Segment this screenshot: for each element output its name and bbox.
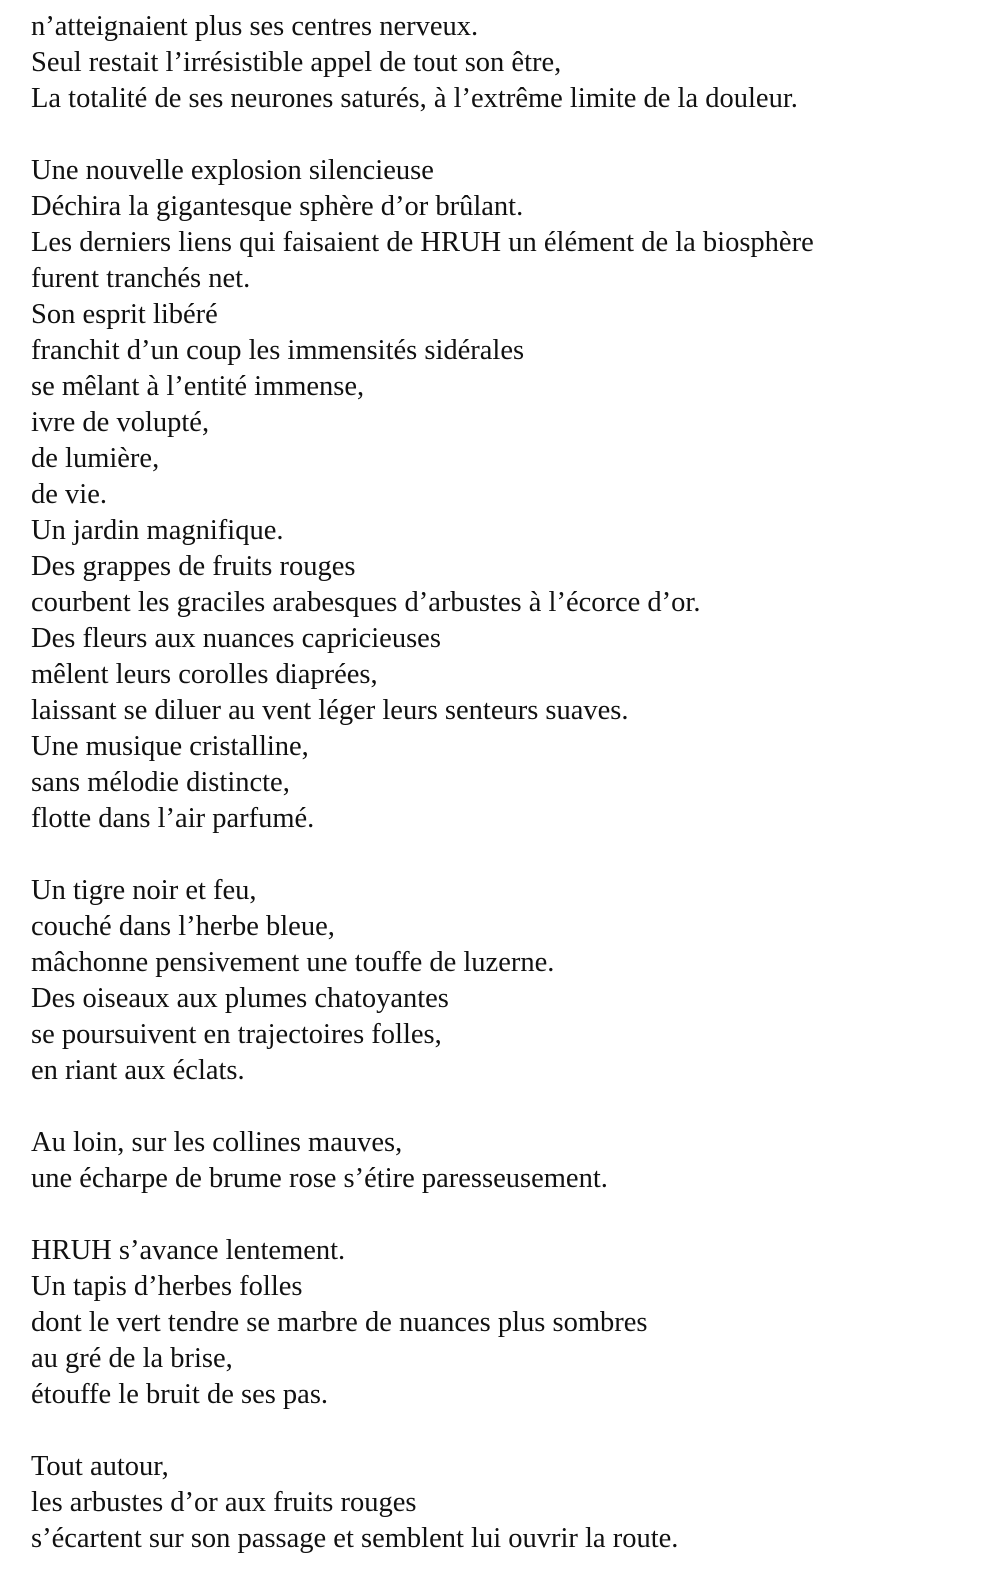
text-line: Un tigre noir et feu, <box>31 875 257 906</box>
text-line: Déchira la gigantesque sphère d’or brûlant. <box>31 191 524 222</box>
stanza-5 <box>31 1233 961 1413</box>
document-page <box>31 9 961 1557</box>
text-line: laissant se diluer au vent léger leurs senteurs suaves. <box>31 695 629 726</box>
text-line: au gré de la brise, <box>31 1343 233 1374</box>
text-line: dont le vert tendre se marbre de nuances plus sombres <box>31 1307 648 1338</box>
text-line: une écharpe de brume rose s’étire paresseusement. <box>31 1163 608 1194</box>
text-line: couché dans l’herbe bleue, <box>31 911 335 942</box>
text-line: Tout autour, <box>31 1451 169 1482</box>
stanza-4 <box>31 1125 961 1197</box>
stanza-3 <box>31 873 961 1089</box>
stanza-6 <box>31 1449 961 1557</box>
text-line: de vie. <box>31 479 107 510</box>
stanza-2 <box>31 153 961 837</box>
text-line: sans mélodie distincte, <box>31 767 290 798</box>
text-line: Des fleurs aux nuances capricieuses <box>31 623 441 654</box>
text-line: Son esprit libéré <box>31 299 218 330</box>
text-line: La totalité de ses neurones saturés, à l’extrême limite de la douleur. <box>31 83 798 114</box>
text-line: Un tapis d’herbes folles <box>31 1271 303 1302</box>
text-line: se poursuivent en trajectoires folles, <box>31 1019 442 1050</box>
text-line: Des oiseaux aux plumes chatoyantes <box>31 983 449 1014</box>
text-line: étouffe le bruit de ses pas. <box>31 1379 329 1410</box>
text-line: ivre de volupté, <box>31 407 210 438</box>
text-line: courbent les graciles arabesques d’arbustes à l’écorce d’or. <box>31 587 701 618</box>
text-line: furent tranchés net. <box>31 263 251 294</box>
text-line: Seul restait l’irrésistible appel de tout son être, <box>31 47 562 78</box>
stanza-1 <box>31 9 961 117</box>
text-line: Les derniers liens qui faisaient de HRUH un élément de la biosphère <box>31 227 814 258</box>
text-line: Un jardin magnifique. <box>31 515 284 546</box>
text-line: n’atteignaient plus ses centres nerveux. <box>31 11 479 42</box>
text-line: en riant aux éclats. <box>31 1055 245 1086</box>
text-line: mâchonne pensivement une touffe de luzerne. <box>31 947 555 978</box>
text-line: HRUH s’avance lentement. <box>31 1235 346 1266</box>
text-line: se mêlant à l’entité immense, <box>31 371 365 402</box>
text-line: franchit d’un coup les immensités sidérales <box>31 335 525 366</box>
text-line: les arbustes d’or aux fruits rouges <box>31 1487 417 1518</box>
text-line: mêlent leurs corolles diaprées, <box>31 659 378 690</box>
text-line: flotte dans l’air parfumé. <box>31 803 315 834</box>
text-line: Une musique cristalline, <box>31 731 309 762</box>
text-line: s’écartent sur son passage et semblent lui ouvrir la route. <box>31 1523 679 1554</box>
text-line: Au loin, sur les collines mauves, <box>31 1127 403 1158</box>
text-line: Des grappes de fruits rouges <box>31 551 356 582</box>
text-line: de lumière, <box>31 443 160 474</box>
text-line: Une nouvelle explosion silencieuse <box>31 155 434 186</box>
